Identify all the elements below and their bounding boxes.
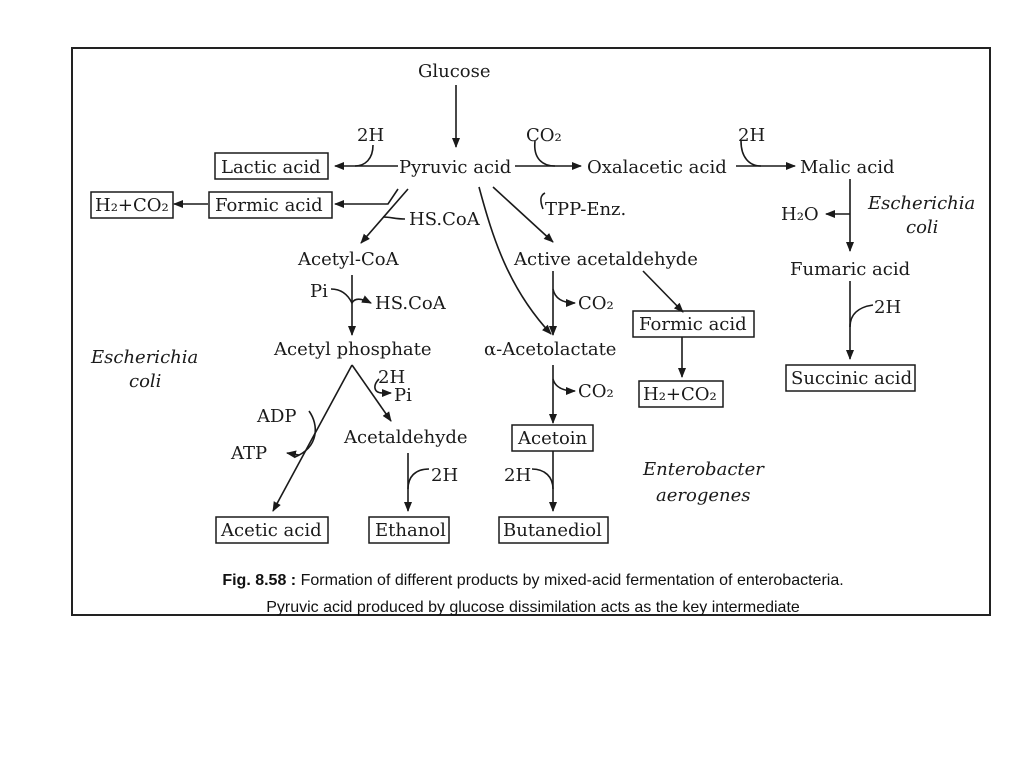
arrow-pyruvic-acetylcoa <box>361 189 408 243</box>
label-active-acetaldehyde: Active acetaldehyde <box>514 249 698 270</box>
arrow-pyruvic-formic-left <box>335 189 398 204</box>
label-acetoin: Acetoin <box>518 428 588 449</box>
curve-2h-ethanol <box>408 469 429 489</box>
curve-2h-lactic <box>355 145 373 166</box>
label-escherichia-left: Escherichia <box>91 347 199 368</box>
label-pi-1: Pi <box>310 281 328 302</box>
caption-text-1: Formation of different products by mixed-acid fermentation of enterobacteria. <box>300 572 844 589</box>
label-2h-ethanol: 2H <box>431 465 459 486</box>
arrow-acetylphosphate-acetic <box>273 365 352 511</box>
label-fumaric-acid: Fumaric acid <box>790 259 911 280</box>
curve-pi-hscoa <box>331 289 371 303</box>
label-h2co2-left: H₂+CO₂ <box>95 195 169 216</box>
label-acetyl-phosphate: Acetyl phosphate <box>274 339 432 360</box>
label-lactic-acid: Lactic acid <box>221 157 321 178</box>
label-hs-coa-1: HS.CoA <box>409 209 480 230</box>
label-formic-acid-right: Formic acid <box>639 314 747 335</box>
label-butanediol: Butanediol <box>503 520 602 541</box>
label-escherichia-right: Escherichia <box>868 193 976 214</box>
label-pyruvic-acid: Pyruvic acid <box>399 157 512 178</box>
label-malic-acid: Malic acid <box>800 157 895 178</box>
curve-2h-butanediol <box>532 469 553 489</box>
curve-adp-atp <box>295 411 315 457</box>
figure-caption <box>73 567 993 621</box>
label-glucose: Glucose <box>418 61 491 82</box>
figure-frame <box>71 47 991 616</box>
label-oxalacetic-acid: Oxalacetic acid <box>587 157 727 178</box>
label-co2-acetolactate: CO₂ <box>578 381 614 402</box>
label-aerogenes: aerogenes <box>656 485 751 506</box>
label-atp: ATP <box>231 443 268 464</box>
label-enterobacter: Enterobacter <box>643 459 764 480</box>
label-acetic-acid: Acetic acid <box>221 520 322 541</box>
curve-co2-active <box>553 289 575 303</box>
label-co2-active: CO₂ <box>578 293 614 314</box>
label-co2-oxal: CO₂ <box>526 125 562 146</box>
label-adp: ADP <box>257 406 297 427</box>
curve-hscoa-1 <box>383 217 405 219</box>
curve-co2-acetolactate <box>553 379 575 391</box>
label-formic-acid-left: Formic acid <box>215 195 323 216</box>
label-2h-acetyl: 2H <box>378 367 406 388</box>
label-acetaldehyde: Acetaldehyde <box>344 427 468 448</box>
fermentation-pathway-diagram <box>73 49 993 569</box>
caption-line-1 <box>73 567 993 594</box>
label-2h-fumaric: 2H <box>874 297 902 318</box>
label-h2o: H₂O <box>781 204 819 225</box>
arrow-pyruvic-active-acetaldehyde <box>493 187 553 242</box>
caption-line-2: Pyruvic acid produced by glucose dissimilation acts as the key intermediate <box>266 599 800 616</box>
label-hs-coa-2: HS.CoA <box>375 293 446 314</box>
label-coli-left: coli <box>129 371 162 392</box>
label-pi-2: Pi <box>394 385 412 406</box>
label-acetyl-coa: Acetyl-CoA <box>298 249 399 270</box>
label-alpha-acetolactate: α-Acetolactate <box>484 339 617 360</box>
label-coli-right: coli <box>906 217 939 238</box>
arrow-active-formic-right <box>643 271 683 312</box>
arrow-atp-out <box>287 453 299 455</box>
curve-2h-fumaric <box>850 305 873 327</box>
label-h2co2-right: H₂+CO₂ <box>643 384 717 405</box>
label-ethanol: Ethanol <box>375 520 446 541</box>
label-tpp-enz: TPP-Enz. <box>545 199 627 220</box>
caption-fig-label: Fig. 8.58 : <box>222 572 297 589</box>
label-2h-malic: 2H <box>738 125 766 146</box>
label-2h-lactic: 2H <box>357 125 385 146</box>
label-succinic-acid: Succinic acid <box>791 368 913 389</box>
label-2h-butanediol: 2H <box>504 465 532 486</box>
